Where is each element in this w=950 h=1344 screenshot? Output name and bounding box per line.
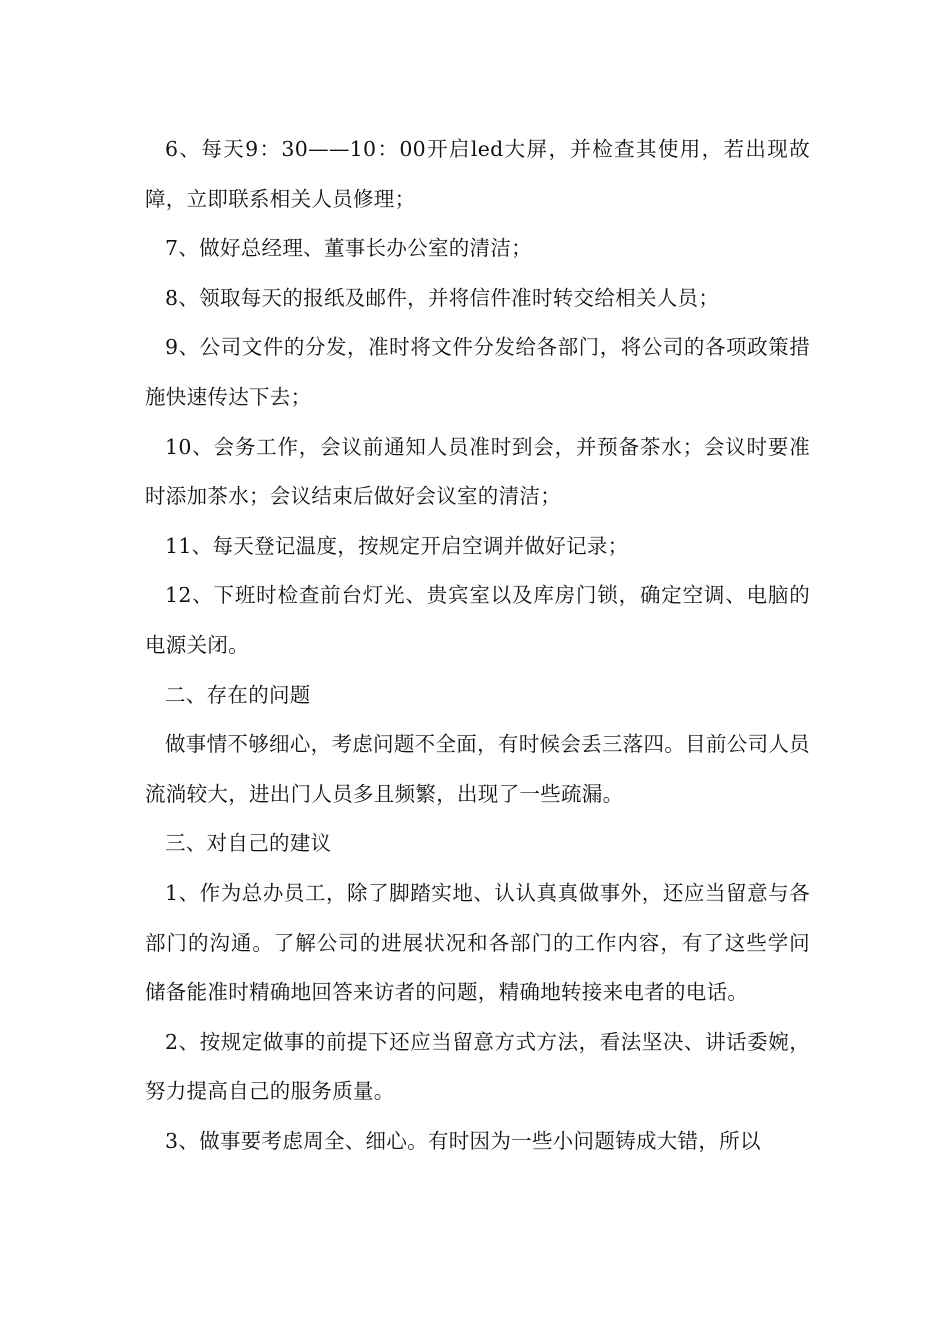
duty-item-8: 8、领取每天的报纸及邮件，并将信件准时转交给相关人员；: [165, 285, 720, 310]
section-heading-suggestions: 三、对自己的建议: [165, 831, 332, 856]
suggestion-item-2: 2、按规定做事的前提下还应当留意方式方法，看法坚决、讲话委婉，努力提高自己的服务质量。: [145, 1029, 810, 1104]
suggestion-item-3: 3、做事要考虑周全、细心。有时因为一些小问题铸成大错，所以: [165, 1128, 761, 1153]
duty-item-12: 12、下班时检查前台灯光、贵宾室以及库房门锁，确定空调、电脑的电源关闭。: [145, 583, 810, 657]
duty-item-6: 6、每天9：30——10：00开启led大屏，并检查其使用，若出现故障，立即联系相关人员修理；: [145, 137, 810, 211]
duty-item-11: 11、每天登记温度，按规定开启空调并做好记录；: [165, 533, 629, 558]
document-body: [145, 125, 810, 1166]
duty-item-7: 7、做好总经理、董事长办公室的清洁；: [165, 236, 532, 261]
duty-item-9: 9、公司文件的分发，准时将文件分发给各部门，将公司的各项政策措施快速传达下去；: [145, 335, 810, 409]
section-heading-problems: 二、存在的问题: [165, 682, 311, 707]
duty-item-10: 10、会务工作，会议前通知人员准时到会，并预备茶水；会议时要准时添加茶水；会议结束后做好会议室的清洁；: [145, 434, 810, 509]
problems-paragraph: 做事情不够细心，考虑问题不全面，有时候会丢三落四。目前公司人员流淌较大，进出门人员多且频繁，出现了一些疏漏。: [145, 732, 810, 806]
suggestion-item-1: 1、作为总办员工，除了脚踏实地、认认真真做事外，还应当留意与各部门的沟通。了解公司的进展状况和各部门的工作内容，有了这些学问储备能准时精确地回答来访者的问题，精确地转接来电者的电话。: [145, 880, 810, 1005]
